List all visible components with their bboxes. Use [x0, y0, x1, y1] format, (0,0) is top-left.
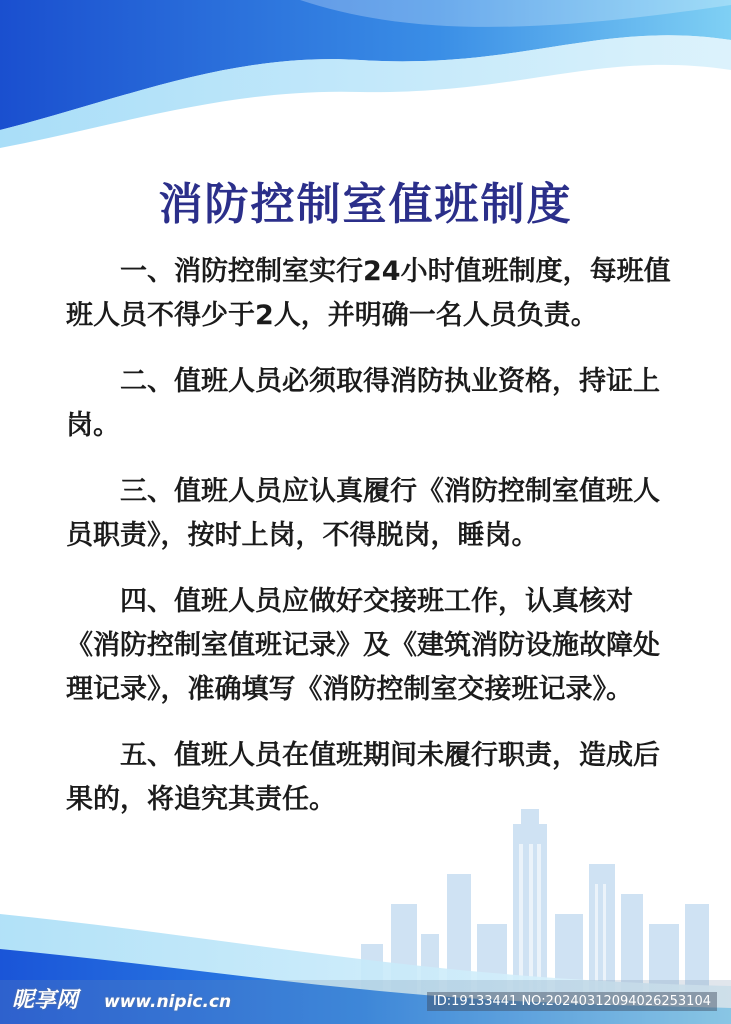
top-wave-decoration	[0, 0, 731, 150]
watermark-id: ID:19133441 NO:20240312094026253104	[427, 992, 717, 1011]
regulation-item-1: 一、消防控制室实行24小时值班制度，每班值班人员不得少于2人，并明确一名人员负责。	[66, 256, 671, 331]
regulation-item-4: 四、值班人员应做好交接班工作，认真核对《消防控制室值班记录》及《建筑消防设施故障处理记录》，准确填写《消防控制室交接班记录》。	[66, 586, 660, 705]
regulation-item-5: 五、值班人员在值班期间未履行职责，造成后果的，将追究其责任。	[66, 740, 660, 815]
watermark-bar	[0, 980, 731, 1024]
regulation-item-3: 三、值班人员应认真履行《消防控制室值班人员职责》，按时上岗，不得脱岗，睡岗。	[66, 476, 660, 551]
regulation-item-2: 二、值班人员必须取得消防执业资格，持证上岗。	[66, 366, 660, 441]
page-title: 消防控制室值班制度	[158, 179, 573, 230]
watermark-logo: 昵享网	[12, 988, 79, 1013]
watermark-url: www.nipic.cn	[104, 992, 232, 1012]
regulation-list	[66, 250, 678, 844]
